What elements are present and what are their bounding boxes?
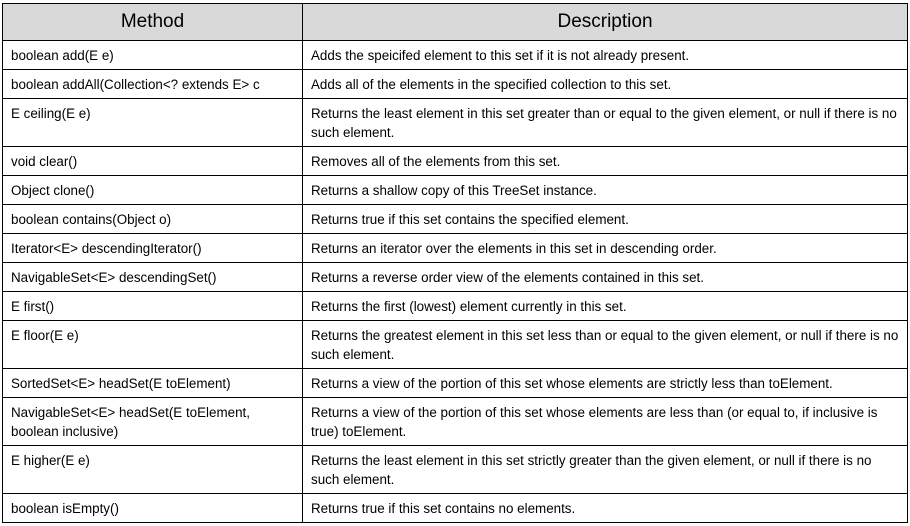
- table-row: [3, 205, 908, 234]
- method-cell: E higher(E e): [3, 446, 303, 494]
- table-row: [3, 369, 908, 398]
- method-cell: NavigableSet<E> descendingSet(): [3, 263, 303, 292]
- method-cell: SortedSet<E> headSet(E toElement): [3, 369, 303, 398]
- table-row: [3, 99, 908, 147]
- description-cell: Returns a shallow copy of this TreeSet instance.: [303, 176, 908, 205]
- description-cell: Returns a view of the portion of this set whose elements are strictly less than toElement.: [303, 369, 908, 398]
- method-cell: void clear(): [3, 147, 303, 176]
- description-cell: Returns a reverse order view of the elements contained in this set.: [303, 263, 908, 292]
- method-cell: Object clone(): [3, 176, 303, 205]
- description-cell: Returns true if this set contains no elements.: [303, 494, 908, 523]
- description-cell: Returns an iterator over the elements in this set in descending order.: [303, 234, 908, 263]
- table-row: [3, 234, 908, 263]
- method-cell: Iterator<E> descendingIterator(): [3, 234, 303, 263]
- method-cell: boolean addAll(Collection<? extends E> c: [3, 70, 303, 99]
- method-cell: boolean contains(Object o): [3, 205, 303, 234]
- table-row: [3, 147, 908, 176]
- table-row: [3, 176, 908, 205]
- method-table: [2, 3, 908, 523]
- method-column-header: Method: [3, 4, 303, 41]
- table-row: [3, 398, 908, 446]
- description-cell: Returns the least element in this set strictly greater than the given element, or null if there is no such element.: [303, 446, 908, 494]
- description-cell: Returns a view of the portion of this set whose elements are less than (or equal to, if inclusive is true) toElement.: [303, 398, 908, 446]
- method-cell: E first(): [3, 292, 303, 321]
- description-cell: Returns true if this set contains the specified element.: [303, 205, 908, 234]
- description-cell: Adds all of the elements in the specified collection to this set.: [303, 70, 908, 99]
- description-cell: Returns the least element in this set greater than or equal to the given element, or null if there is no such element.: [303, 99, 908, 147]
- method-cell: E floor(E e): [3, 321, 303, 369]
- table-row: [3, 494, 908, 523]
- description-cell: Removes all of the elements from this set.: [303, 147, 908, 176]
- description-cell: Adds the speicifed element to this set if it is not already present.: [303, 41, 908, 70]
- method-cell: boolean isEmpty(): [3, 494, 303, 523]
- method-cell: boolean add(E e): [3, 41, 303, 70]
- table-row: [3, 70, 908, 99]
- table-row: [3, 263, 908, 292]
- table-row: [3, 292, 908, 321]
- description-cell: Returns the greatest element in this set less than or equal to the given element, or null if there is no such element.: [303, 321, 908, 369]
- table-row: [3, 446, 908, 494]
- table-row: [3, 321, 908, 369]
- header-row: [3, 4, 908, 41]
- method-cell: NavigableSet<E> headSet(E toElement, boolean inclusive): [3, 398, 303, 446]
- description-column-header: Description: [303, 4, 908, 41]
- table-row: [3, 41, 908, 70]
- method-cell: E ceiling(E e): [3, 99, 303, 147]
- description-cell: Returns the first (lowest) element currently in this set.: [303, 292, 908, 321]
